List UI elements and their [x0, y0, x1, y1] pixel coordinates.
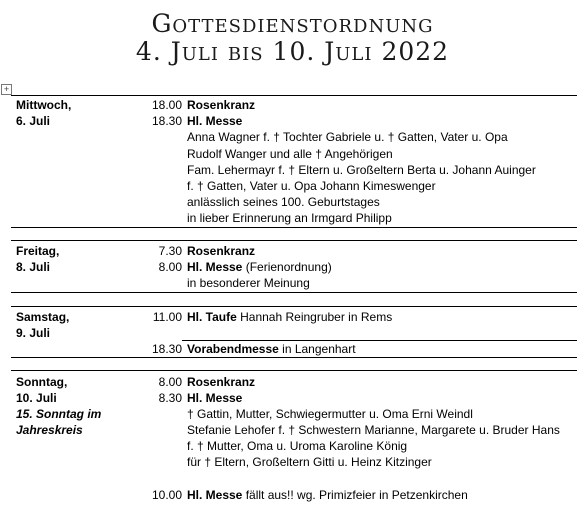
service-entry	[187, 243, 255, 259]
intention-line: anlässlich seines 100. Geburtstages	[187, 195, 380, 209]
intention-line: Rudolf Wanger und alle † Angehörigen	[187, 147, 393, 161]
service-title: Hl. Messe	[187, 488, 243, 502]
service-entry	[187, 309, 392, 325]
day-label: Samstag,	[16, 310, 70, 324]
intention-line: † Gattin, Mutter, Schwiegermutter u. Oma Erni Weindl	[187, 407, 473, 421]
day-label: Sonntag,	[16, 375, 68, 389]
table-rule	[11, 370, 577, 371]
service-entry	[187, 374, 255, 390]
service-entry	[187, 390, 242, 406]
service-title: Rosenkranz	[187, 244, 256, 258]
occasion-label: Jahreskreis	[16, 423, 83, 437]
document-title: Gottesdienstordnung	[151, 9, 434, 38]
intention-line: für † Eltern, Großeltern Gitti u. Heinz Kitzinger	[187, 455, 432, 469]
table-rule	[11, 227, 577, 228]
intention-line: f. † Gatten, Vater u. Opa Johann Kimeswenger	[187, 179, 436, 193]
intention-line: Stefanie Lehofer f. † Schwestern Marianne, Margarete u. Bruder Hans	[187, 423, 560, 437]
date-label: 8. Juli	[16, 260, 51, 274]
table-rule	[11, 95, 577, 96]
table-rule	[11, 292, 577, 293]
service-entry	[187, 97, 255, 113]
service-title: Hl. Messe	[187, 114, 243, 128]
service-detail: Hannah Reingruber in Rems	[236, 310, 393, 324]
table-move-handle-icon[interactable]: +	[1, 84, 12, 95]
service-entry	[187, 341, 356, 357]
table-rule	[11, 240, 577, 241]
service-time: 10.00	[151, 488, 182, 502]
service-time: 18.00	[151, 98, 182, 112]
service-detail: (Ferienordnung)	[242, 260, 332, 274]
service-time: 8.00	[158, 260, 182, 274]
service-time: 18.30	[151, 114, 182, 128]
service-entry	[187, 259, 332, 275]
service-title: Hl. Messe	[187, 391, 243, 405]
service-detail: in Langenhart	[278, 342, 356, 356]
intention-line: Fam. Lehermayr f. † Eltern u. Großeltern Berta u. Johann Auinger	[187, 163, 536, 177]
intention-line: in lieber Erinnerung an Irmgard Philipp	[187, 211, 392, 225]
intention-line: in besonderer Meinung	[187, 276, 310, 290]
service-time: 7.30	[158, 244, 182, 258]
date-label: 6. Juli	[16, 114, 51, 128]
table-rule	[11, 357, 577, 358]
service-title: Hl. Taufe	[187, 310, 237, 324]
service-title: Rosenkranz	[187, 375, 256, 389]
date-label: 9. Juli	[16, 326, 51, 340]
intention-line: Anna Wagner f. † Tochter Gabriele u. † Gatten, Vater u. Opa	[187, 130, 508, 144]
service-entry	[187, 487, 468, 503]
occasion-label: 15. Sonntag im	[16, 407, 102, 421]
date-label: 10. Juli	[16, 391, 57, 405]
day-label: Freitag,	[16, 244, 60, 258]
service-time: 11.00	[152, 310, 182, 324]
service-time: 8.30	[158, 391, 182, 405]
service-detail: fällt aus!! wg. Primizfeier in Petzenkirchen	[242, 488, 468, 502]
intention-line: f. † Mutter, Oma u. Uroma Karoline König	[187, 439, 408, 453]
service-title: Vorabendmesse	[187, 342, 279, 356]
service-time: 8.00	[158, 375, 182, 389]
service-title: Rosenkranz	[187, 98, 256, 112]
document-subtitle: 4. Juli bis 10. Juli 2022	[135, 37, 450, 66]
service-title: Hl. Messe	[187, 260, 243, 274]
table-rule	[11, 306, 577, 307]
service-entry	[187, 113, 242, 129]
service-time: 18.30	[151, 342, 182, 356]
day-label: Mittwoch,	[16, 98, 72, 112]
